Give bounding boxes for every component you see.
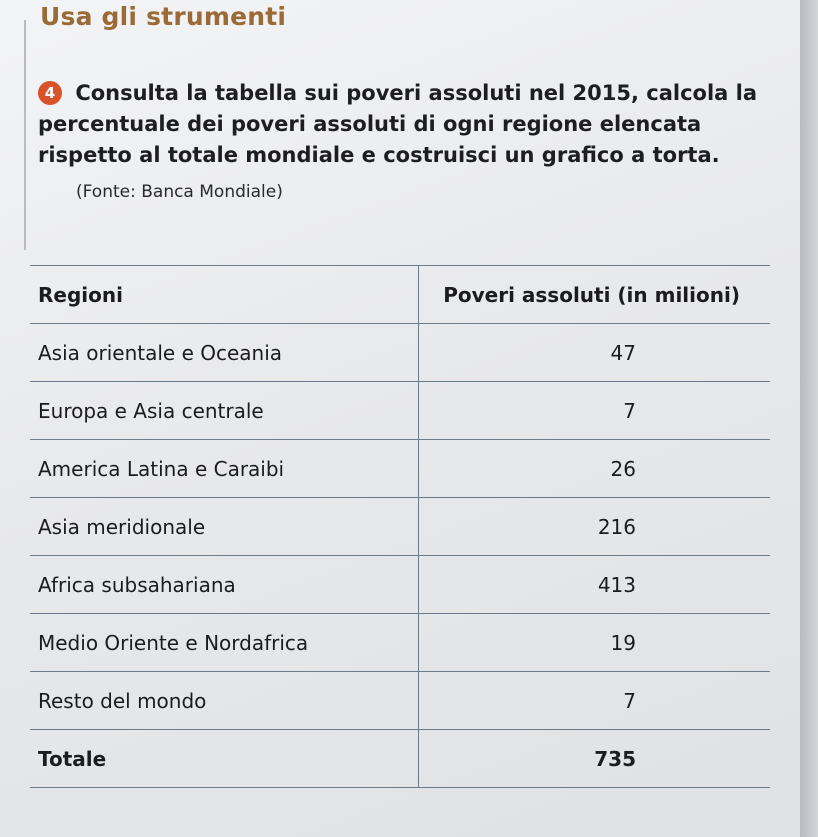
exercise-text: Consulta la tabella sui poveri assoluti nel 2015, calcola la percentuale dei poveri assoluti di ogni regione elencata rispetto al totale mondiale e costruisci un grafico a torta.: [38, 81, 758, 167]
header-region: Regioni: [30, 266, 419, 324]
exercise-instructions: [38, 78, 778, 171]
cell-value: 7: [419, 382, 771, 440]
table-total-row: [30, 730, 770, 788]
table-row: [30, 324, 770, 382]
cell-region: Asia orientale e Oceania: [30, 324, 419, 382]
cell-value: 7: [419, 672, 771, 730]
source-note: (Fonte: Banca Mondiale): [76, 182, 283, 202]
table-row: [30, 498, 770, 556]
total-label: Totale: [30, 730, 419, 788]
cell-value: 413: [419, 556, 771, 614]
poverty-table: [30, 265, 770, 788]
cell-value: 216: [419, 498, 771, 556]
exercise-number-badge: 4: [38, 81, 62, 105]
cell-region: Resto del mondo: [30, 672, 419, 730]
cell-value: 47: [419, 324, 771, 382]
cell-region: Europa e Asia centrale: [30, 382, 419, 440]
table-row: [30, 614, 770, 672]
section-title: Usa gli strumenti: [40, 2, 287, 31]
cell-region: America Latina e Caraibi: [30, 440, 419, 498]
page-edge: [800, 0, 818, 837]
header-value: Poveri assoluti (in milioni): [419, 266, 771, 324]
cell-region: Medio Oriente e Nordafrica: [30, 614, 419, 672]
table-row: [30, 440, 770, 498]
margin-rule: [24, 20, 26, 250]
cell-value: 26: [419, 440, 771, 498]
cell-value: 19: [419, 614, 771, 672]
total-value: 735: [419, 730, 771, 788]
cell-region: Asia meridionale: [30, 498, 419, 556]
table-row: [30, 556, 770, 614]
table-header-row: [30, 266, 770, 324]
cell-region: Africa subsahariana: [30, 556, 419, 614]
table-row: [30, 382, 770, 440]
table-row: [30, 672, 770, 730]
